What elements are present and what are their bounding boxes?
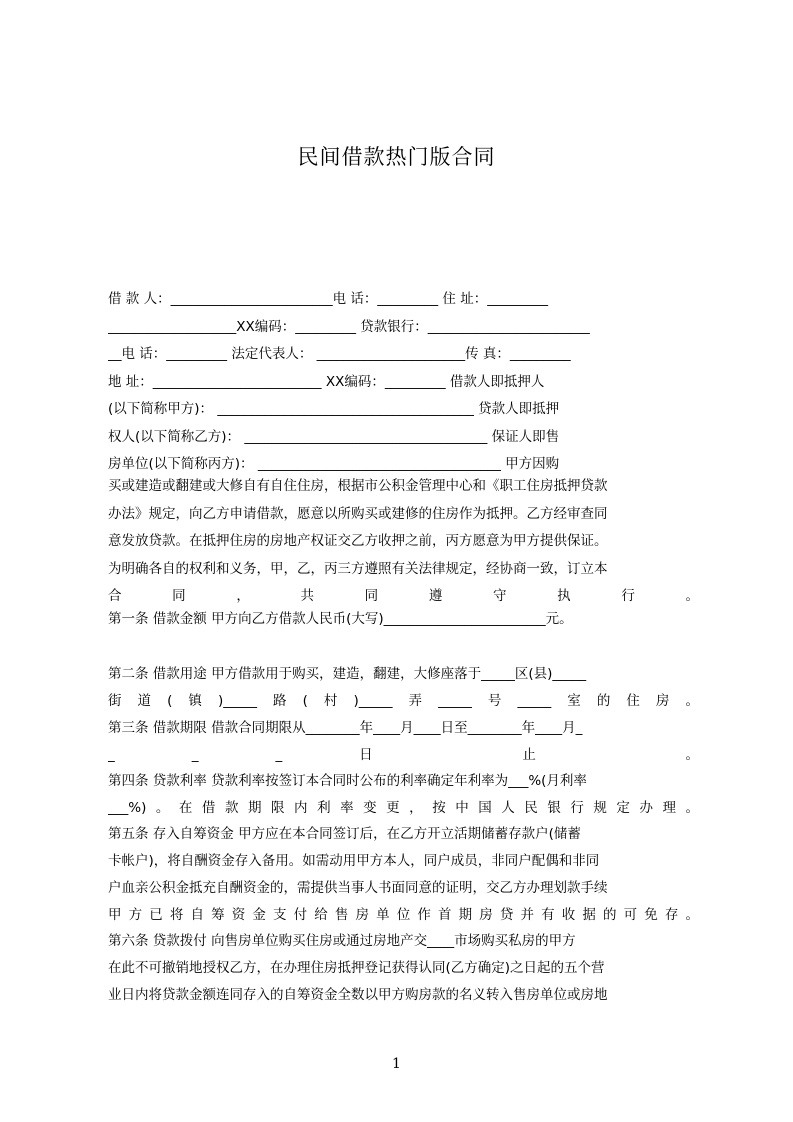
document-title: 民间借款热门版合同 [297,145,496,169]
text-line: _ _ _ 日 止 。 [108,747,699,763]
page-number: 1 [392,1056,401,1072]
text-line: 买或建造或翻建或大修自有自住住房，根据市公积金管理中心和《职工住房抵押贷款 [108,478,608,494]
text-line: 办法》规定，向乙方申请借款，愿意以所购买或建修的住房作为抵押。乙方经审查同 [108,506,608,522]
article-1-line: 第一条 借款金额 甲方向乙方借款人民币(大写)________________________元。 [108,611,573,627]
text-line: 甲方已将自筹资金支付给售房单位作首期房贷并有收据的可免存。 [108,907,699,923]
text-line: 为明确各自的权利和义务，甲，乙，丙三方遵照有关法律规定，经协商一致，订立本 [108,561,608,577]
article-4-line: 第四条 贷款利率 贷款利率按签订本合同时公布的利率确定年利率为___%(月利率 [108,773,587,789]
text-line: ___%)。在借款期限内利率变更，按中国人民银行规定办理。 [108,800,699,816]
text-line: 在此不可撤销地授权乙方，在办理住房抵押登记获得认同(乙方确定)之日起的五个营 [108,960,605,976]
article-2-line: 第二条 借款用途 甲方借款用于购买，建造，翻建，大修座落于_____区(县)_____ [108,666,587,682]
text-line: 地 址：_________________________ XX编码：_________ 借款人即抵押人 [108,374,545,390]
text-line: 户血亲公积金抵充自酬资金的，需提供当事人书面同意的证明，交乙方办理划款手续 [108,880,608,896]
text-line: 业日内将贷款金额连同存入的自筹资金全数以甲方购房款的名义转入售房单位或房地 [108,987,608,1003]
text-line: 房单位(以下简称丙方)： ____________________________________ 甲方因购 [108,456,560,472]
article-5-line: 第五条 存入自筹资金 甲方应在本合同签订后，在乙方开立活期储蓄存款户(储蓄 [108,826,581,842]
text-line: (以下简称甲方)： ______________________________________ 贷款人即抵押 [108,401,560,417]
text-line: 街道(镇)_____路(村)_____弄_____号_____室的住房。 [108,693,699,709]
text-line: 借 款 人：________________________电 话：_________ 住 址：_________ [108,291,548,307]
text-line: 合 同 ， 共 同 遵 守 执 行 。 [108,588,699,604]
article-6-line: 第六条 贷款拨付 向售房单位购买住房或通过房地产交____市场购买私房的甲方 [108,933,576,949]
text-line: 卡帐户)，将自酬资金存入备用。如需动用甲方本人，同户成员，非同户配偶和非同 [108,853,600,869]
article-3-line: 第三条 借款期限 借款合同期限从________年____月____日至________年____月_ [108,720,583,736]
text-line: 意发放贷款。在抵押住房的房地产权证交乙方收押之前，丙方愿意为甲方提供保证。 [108,533,608,549]
text-line: __电 话：_________ 法定代表人： ______________________传 真：_________ [108,346,571,362]
blank-line [108,633,699,661]
text-line: 权人(以下简称乙方)： ____________________________________ 保证人即售 [108,429,560,445]
text-line: ___________________XX编码：_________ 贷款银行：________________________ [108,319,590,335]
